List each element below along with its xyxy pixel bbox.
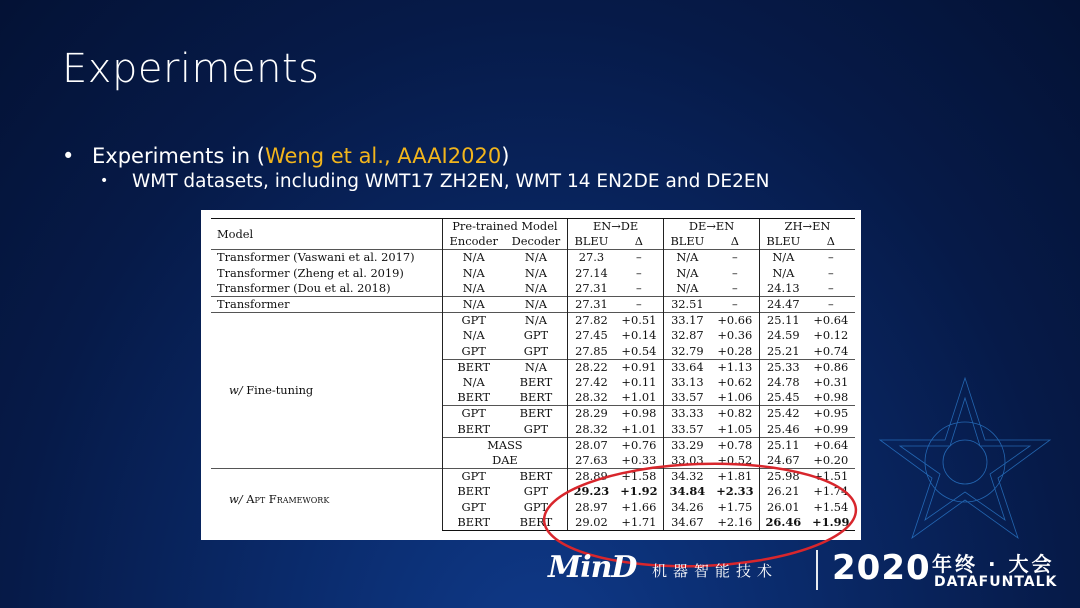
cell-bleu: 24.59 bbox=[760, 328, 807, 343]
slide-title: Experiments bbox=[62, 46, 320, 92]
cell-bleu: 34.32 bbox=[664, 469, 711, 485]
cell-bleu: 32.51 bbox=[664, 297, 711, 313]
cell-delta: +1.06 bbox=[717, 390, 753, 405]
cell-encoder: N/A bbox=[442, 375, 505, 390]
cell-bleu: N/A bbox=[760, 266, 807, 281]
cell-delta: +0.14 bbox=[621, 328, 657, 343]
cell-encoder: GPT bbox=[442, 469, 505, 485]
cell-delta: +0.12 bbox=[813, 328, 849, 343]
cell-delta: +0.20 bbox=[813, 453, 849, 468]
header-zh-en: ZH→EN bbox=[760, 219, 855, 235]
header-delta: Δ bbox=[730, 234, 739, 249]
cell-encoder: BERT bbox=[442, 359, 505, 375]
cell-encoder: N/A bbox=[442, 250, 505, 266]
cell-bleu: 34.26 bbox=[664, 500, 711, 515]
cell-decoder: N/A bbox=[505, 297, 568, 313]
cell-delta: – bbox=[827, 265, 834, 280]
cell-delta: – bbox=[807, 297, 855, 313]
cell-delta: +0.62 bbox=[717, 375, 753, 390]
cell-decoder: BERT bbox=[505, 515, 568, 531]
cell-delta: +0.11 bbox=[621, 375, 657, 390]
cell-delta: +1.01 bbox=[621, 421, 657, 436]
cell-bleu: 34.84 bbox=[664, 484, 711, 499]
conference-name: 年终 · 大会 bbox=[932, 552, 1055, 576]
cell-bleu: N/A bbox=[664, 281, 711, 297]
bullet-prefix: Experiments in ( bbox=[92, 144, 265, 168]
header-en-de: EN→DE bbox=[568, 219, 664, 235]
cell-encoder: GPT bbox=[442, 344, 505, 360]
cell-delta: +0.78 bbox=[711, 437, 760, 453]
cell-delta: +0.31 bbox=[813, 375, 849, 390]
cell-bleu: 34.67 bbox=[664, 515, 711, 531]
cell-decoder: N/A bbox=[505, 250, 568, 266]
cell-delta: +2.16 bbox=[711, 515, 760, 531]
header-encoder: Encoder bbox=[442, 234, 505, 250]
header-de-en: DE→EN bbox=[664, 219, 760, 235]
sub-bullet-datasets bbox=[100, 171, 769, 192]
cell-decoder: GPT bbox=[523, 343, 549, 358]
cell-delta: +1.54 bbox=[813, 499, 849, 514]
decorative-star-graphic bbox=[850, 370, 1080, 540]
cell-encoder: BERT bbox=[442, 484, 505, 499]
cell-decoder: GPT bbox=[523, 421, 549, 436]
cell-delta: +1.71 bbox=[615, 515, 664, 531]
cell-bleu: 25.11 bbox=[760, 437, 807, 453]
cell-bleu: 24.78 bbox=[760, 375, 807, 390]
cell-bleu: 25.33 bbox=[760, 359, 807, 375]
cell-delta: +0.76 bbox=[615, 437, 664, 453]
cell-decoder: GPT bbox=[523, 328, 549, 343]
cell-bleu: N/A bbox=[664, 250, 711, 266]
datasets-text: WMT datasets, including WMT17 ZH2EN, WMT 14 EN2DE and DE2EN bbox=[132, 171, 770, 192]
cell-decoder: N/A bbox=[524, 280, 547, 295]
cell-delta: +0.64 bbox=[807, 437, 855, 453]
cell-bleu: 27.14 bbox=[568, 266, 615, 281]
cell-bleu: 29.23 bbox=[568, 484, 615, 499]
cell-encoder: GPT bbox=[442, 500, 505, 515]
cell-decoder: N/A bbox=[505, 313, 568, 329]
header-bleu: BLEU bbox=[664, 234, 711, 250]
cell-model: Transformer (Dou et al. 2018) bbox=[217, 280, 391, 295]
cell-bleu: 28.89 bbox=[568, 469, 615, 485]
label-apt-framework: Apt Framework bbox=[246, 492, 330, 507]
cell-mass: MASS bbox=[442, 437, 567, 453]
conference-year: 2020 bbox=[832, 548, 931, 588]
cell-bleu: 27.63 bbox=[568, 453, 615, 469]
cell-bleu: 24.47 bbox=[760, 297, 807, 313]
cell-delta: +0.36 bbox=[717, 328, 753, 343]
cell-delta: +1.13 bbox=[711, 359, 760, 375]
cell-delta: +1.75 bbox=[717, 499, 753, 514]
datafuntalk-brand: DATAFUNTALK bbox=[934, 574, 1058, 590]
cell-bleu: N/A bbox=[760, 250, 807, 266]
cell-delta: +0.52 bbox=[717, 453, 753, 468]
footer-branding bbox=[548, 548, 1068, 596]
cell-bleu: 33.29 bbox=[664, 437, 711, 453]
cell-delta: +0.51 bbox=[615, 313, 664, 329]
cell-bleu: 26.21 bbox=[760, 484, 807, 499]
cell-delta: +0.74 bbox=[813, 343, 849, 358]
cell-bleu: 25.11 bbox=[760, 313, 807, 329]
cell-bleu: N/A bbox=[664, 266, 711, 281]
cell-model: Transformer bbox=[211, 297, 442, 313]
citation-link: Weng et al., AAAI2020 bbox=[264, 144, 502, 168]
table-row bbox=[211, 266, 855, 281]
cell-encoder: N/A bbox=[442, 266, 505, 281]
cell-encoder: N/A bbox=[442, 281, 505, 297]
header-decoder: Decoder bbox=[511, 234, 561, 249]
header-model: Model bbox=[211, 219, 442, 250]
cell-encoder: BERT bbox=[442, 422, 505, 438]
cell-delta: – bbox=[615, 250, 664, 266]
cell-delta: +0.99 bbox=[813, 421, 849, 436]
cell-bleu: 27.45 bbox=[568, 328, 615, 343]
cell-decoder: GPT bbox=[523, 499, 549, 514]
cell-decoder: BERT bbox=[519, 375, 553, 390]
cell-delta: +1.81 bbox=[711, 469, 760, 485]
cell-delta: – bbox=[732, 265, 738, 280]
cell-delta: +0.91 bbox=[615, 359, 664, 375]
cell-bleu: 29.02 bbox=[568, 515, 615, 531]
bullet-dot: • bbox=[62, 144, 75, 168]
cell-bleu: 27.42 bbox=[568, 375, 615, 390]
cell-delta: +2.33 bbox=[716, 484, 754, 499]
header-pretrained: Pre-trained Model bbox=[442, 219, 567, 235]
cell-delta: +1.92 bbox=[620, 484, 658, 499]
cell-model: Transformer (Vaswani et al. 2017) bbox=[211, 250, 442, 266]
cell-model: Transformer (Zheng et al. 2019) bbox=[217, 265, 404, 280]
cell-delta: – bbox=[827, 280, 834, 295]
cell-bleu: 25.46 bbox=[760, 422, 807, 438]
cell-bleu: 25.45 bbox=[760, 390, 807, 406]
cell-dae: DAE bbox=[442, 453, 567, 469]
cell-bleu: 25.98 bbox=[760, 469, 807, 485]
cell-encoder: N/A bbox=[442, 328, 505, 343]
cell-encoder: GPT bbox=[442, 406, 505, 422]
cell-bleu: 28.07 bbox=[568, 437, 615, 453]
cell-delta: +0.95 bbox=[807, 406, 855, 422]
table-row bbox=[211, 297, 855, 313]
cell-bleu: 26.46 bbox=[760, 515, 807, 531]
table-row bbox=[211, 281, 855, 297]
cell-delta: – bbox=[636, 265, 642, 280]
bullet-suffix: ) bbox=[501, 144, 510, 168]
cell-delta: +0.33 bbox=[621, 453, 657, 468]
cell-bleu: 28.29 bbox=[568, 406, 615, 422]
cell-bleu: 33.33 bbox=[664, 406, 711, 422]
cell-delta: +0.82 bbox=[711, 406, 760, 422]
cell-bleu: 33.64 bbox=[664, 359, 711, 375]
label-finetuning: Fine-tuning bbox=[246, 383, 314, 398]
cell-delta: +0.28 bbox=[717, 343, 753, 358]
cell-delta: +1.05 bbox=[717, 421, 753, 436]
cell-bleu: 25.42 bbox=[760, 406, 807, 422]
table-row bbox=[211, 313, 855, 329]
cell-delta: +0.98 bbox=[615, 406, 664, 422]
cell-bleu: 33.03 bbox=[664, 453, 711, 469]
header-delta: Δ bbox=[634, 234, 643, 249]
cell-bleu: 33.57 bbox=[664, 422, 711, 438]
mind-logo: MinD bbox=[548, 550, 637, 585]
cell-encoder: BERT bbox=[442, 515, 505, 531]
cell-delta: +0.66 bbox=[711, 313, 760, 329]
mind-subtitle: 机器智能技术 bbox=[652, 562, 779, 580]
cell-delta: +1.51 bbox=[807, 469, 855, 485]
cell-bleu: 27.31 bbox=[568, 297, 615, 313]
cell-bleu: 27.82 bbox=[568, 313, 615, 329]
cell-decoder: N/A bbox=[524, 265, 547, 280]
cell-bleu: 33.13 bbox=[664, 375, 711, 390]
cell-decoder: N/A bbox=[505, 359, 568, 375]
cell-decoder: GPT bbox=[523, 484, 549, 499]
cell-bleu: 25.21 bbox=[760, 344, 807, 360]
cell-bleu: 28.32 bbox=[568, 390, 615, 406]
table-row bbox=[211, 250, 855, 266]
cell-delta: – bbox=[615, 297, 664, 313]
group-label-finetuning bbox=[211, 313, 442, 469]
cell-delta: – bbox=[807, 250, 855, 266]
cell-bleu: 28.22 bbox=[568, 359, 615, 375]
cell-delta: +0.86 bbox=[807, 359, 855, 375]
cell-decoder: BERT bbox=[505, 406, 568, 422]
cell-delta: +1.99 bbox=[807, 515, 855, 531]
cell-delta: +0.64 bbox=[807, 313, 855, 329]
header-bleu: BLEU bbox=[760, 234, 807, 250]
cell-bleu: 33.57 bbox=[664, 390, 711, 406]
cell-bleu: 27.85 bbox=[568, 344, 615, 360]
bullet-experiments bbox=[62, 144, 509, 168]
cell-bleu: 27.31 bbox=[568, 281, 615, 297]
cell-bleu: 24.67 bbox=[760, 453, 807, 469]
cell-bleu: 33.17 bbox=[664, 313, 711, 329]
label-w: w/ bbox=[229, 383, 243, 398]
cell-bleu: 32.79 bbox=[664, 344, 711, 360]
cell-decoder: BERT bbox=[519, 390, 553, 405]
bullet-dot: • bbox=[100, 173, 109, 189]
cell-bleu: 26.01 bbox=[760, 500, 807, 515]
cell-bleu: 32.87 bbox=[664, 328, 711, 343]
cell-delta: +0.54 bbox=[621, 343, 657, 358]
footer-divider bbox=[816, 550, 818, 590]
cell-encoder: GPT bbox=[442, 313, 505, 329]
header-delta: Δ bbox=[826, 234, 835, 249]
cell-delta: – bbox=[732, 280, 738, 295]
label-w: w/ bbox=[229, 492, 243, 507]
cell-delta: +1.01 bbox=[621, 390, 657, 405]
cell-delta: +0.98 bbox=[813, 390, 849, 405]
cell-delta: – bbox=[711, 297, 760, 313]
group-label-apt bbox=[211, 469, 442, 531]
cell-delta: +1.58 bbox=[615, 469, 664, 485]
cell-encoder: N/A bbox=[442, 297, 505, 313]
cell-bleu: 24.13 bbox=[760, 281, 807, 297]
cell-delta: – bbox=[711, 250, 760, 266]
cell-delta: – bbox=[636, 280, 642, 295]
cell-bleu: 28.97 bbox=[568, 500, 615, 515]
cell-delta: +1.74 bbox=[813, 484, 849, 499]
cell-bleu: 27.3 bbox=[568, 250, 615, 266]
cell-delta: +1.66 bbox=[621, 499, 657, 514]
cell-decoder: BERT bbox=[505, 469, 568, 485]
cell-encoder: BERT bbox=[442, 390, 505, 406]
cell-bleu: 28.32 bbox=[568, 422, 615, 438]
header-bleu: BLEU bbox=[568, 234, 615, 250]
